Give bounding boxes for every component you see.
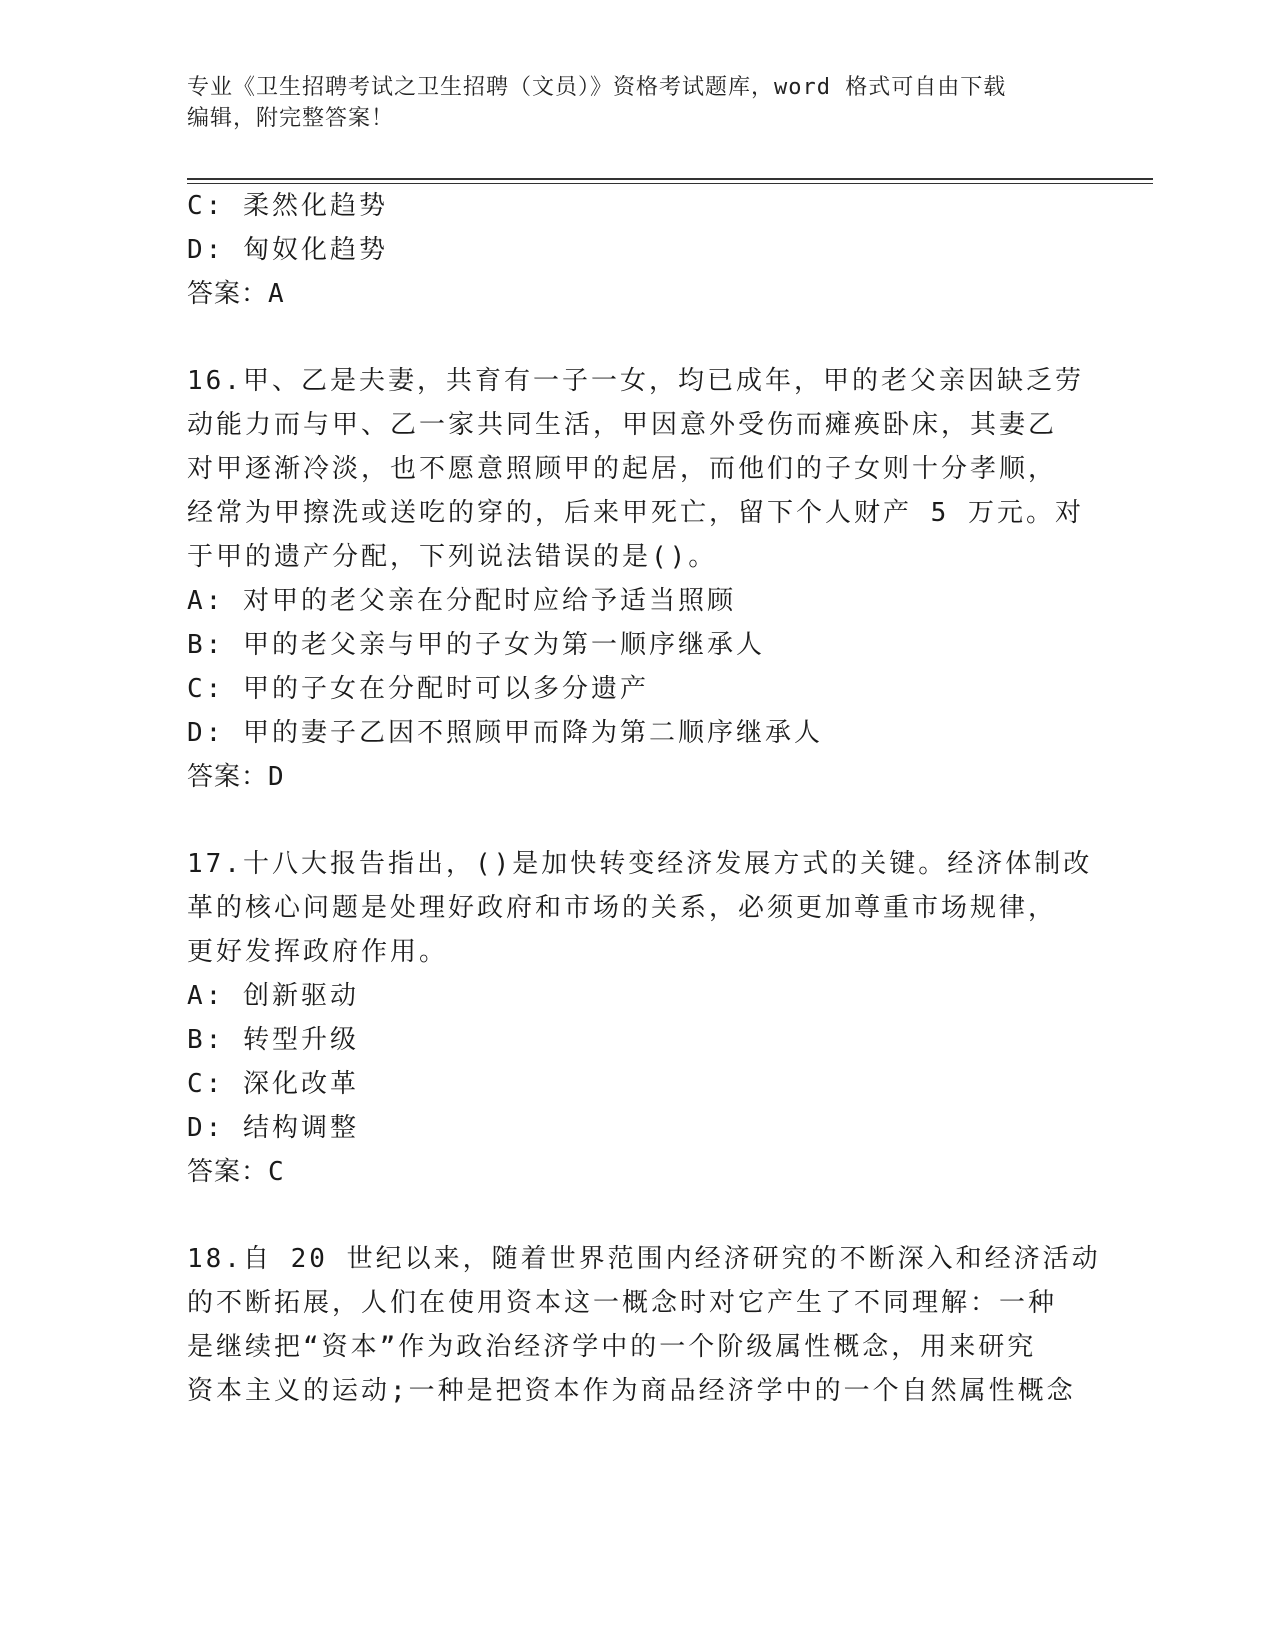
q16-option-a: A: 对甲的老父亲在分配时应给予适当照顾 xyxy=(187,586,736,616)
q16-stem-line-1: 16.甲、乙是夫妻，共育有一子一女，均已成年，甲的老父亲因缺乏劳 xyxy=(187,366,1084,396)
q18-stem-line-1: 18.自 20 世纪以来，随着世界范围内经济研究的不断深入和经济活动 xyxy=(187,1244,1101,1274)
q16-stem-line-3: 对甲逐渐冷淡，也不愿意照顾甲的起居，而他们的子女则十分孝顺， xyxy=(187,454,1058,484)
header-line-2: 编辑，附完整答案！ xyxy=(187,106,395,131)
q17-option-b: B: 转型升级 xyxy=(187,1025,359,1055)
q17-stem-line-1: 17.十八大报告指出，()是加快转变经济发展方式的关键。经济体制改 xyxy=(187,849,1093,879)
q16-option-d: D: 甲的妻子乙因不照顾甲而降为第二顺序继承人 xyxy=(187,718,823,748)
q18-stem-line-2: 的不断拓展，人们在使用资本这一概念时对它产生了不同理解：一种 xyxy=(187,1288,1058,1318)
q17-stem-line-3: 更好发挥政府作用。 xyxy=(187,937,449,967)
q18-stem-line-3: 是继续把“资本”作为政治经济学中的一个阶级属性概念，用来研究 xyxy=(187,1332,1037,1362)
q16-answer: 答案：D xyxy=(187,762,285,792)
q17-answer: 答案：C xyxy=(187,1157,285,1187)
q16-option-b: B: 甲的老父亲与甲的子女为第一顺序继承人 xyxy=(187,630,765,660)
page-header xyxy=(187,72,1087,134)
q17-option-d: D: 结构调整 xyxy=(187,1113,359,1143)
q18-stem-line-4: 资本主义的运动;一种是把资本作为商品经济学中的一个自然属性概念 xyxy=(187,1376,1076,1406)
q17-option-a: A: 创新驱动 xyxy=(187,981,359,1011)
q16-stem-line-5: 于甲的遗产分配，下列说法错误的是()。 xyxy=(187,542,718,572)
q17-option-c: C: 深化改革 xyxy=(187,1069,359,1099)
q16-option-c: C: 甲的子女在分配时可以多分遗产 xyxy=(187,674,649,704)
q17-stem-line-2: 革的核心问题是处理好政府和市场的关系，必须更加尊重市场规律， xyxy=(187,893,1058,923)
header-divider-thick xyxy=(187,178,1153,180)
header-divider-thin xyxy=(187,183,1153,184)
q15-option-c: C: 柔然化趋势 xyxy=(187,191,388,221)
q15-answer: 答案：A xyxy=(187,279,285,309)
q16-stem-line-4: 经常为甲擦洗或送吃的穿的，后来甲死亡，留下个人财产 5 万元。对 xyxy=(187,498,1084,528)
q16-stem-line-2: 动能力而与甲、乙一家共同生活，甲因意外受伤而瘫痪卧床，其妻乙 xyxy=(187,410,1058,440)
header-line-1: 专业《卫生招聘考试之卫生招聘（文员）》资格考试题库，word 格式可自由下载 xyxy=(187,75,1007,100)
q15-option-d: D: 匈奴化趋势 xyxy=(187,235,388,265)
